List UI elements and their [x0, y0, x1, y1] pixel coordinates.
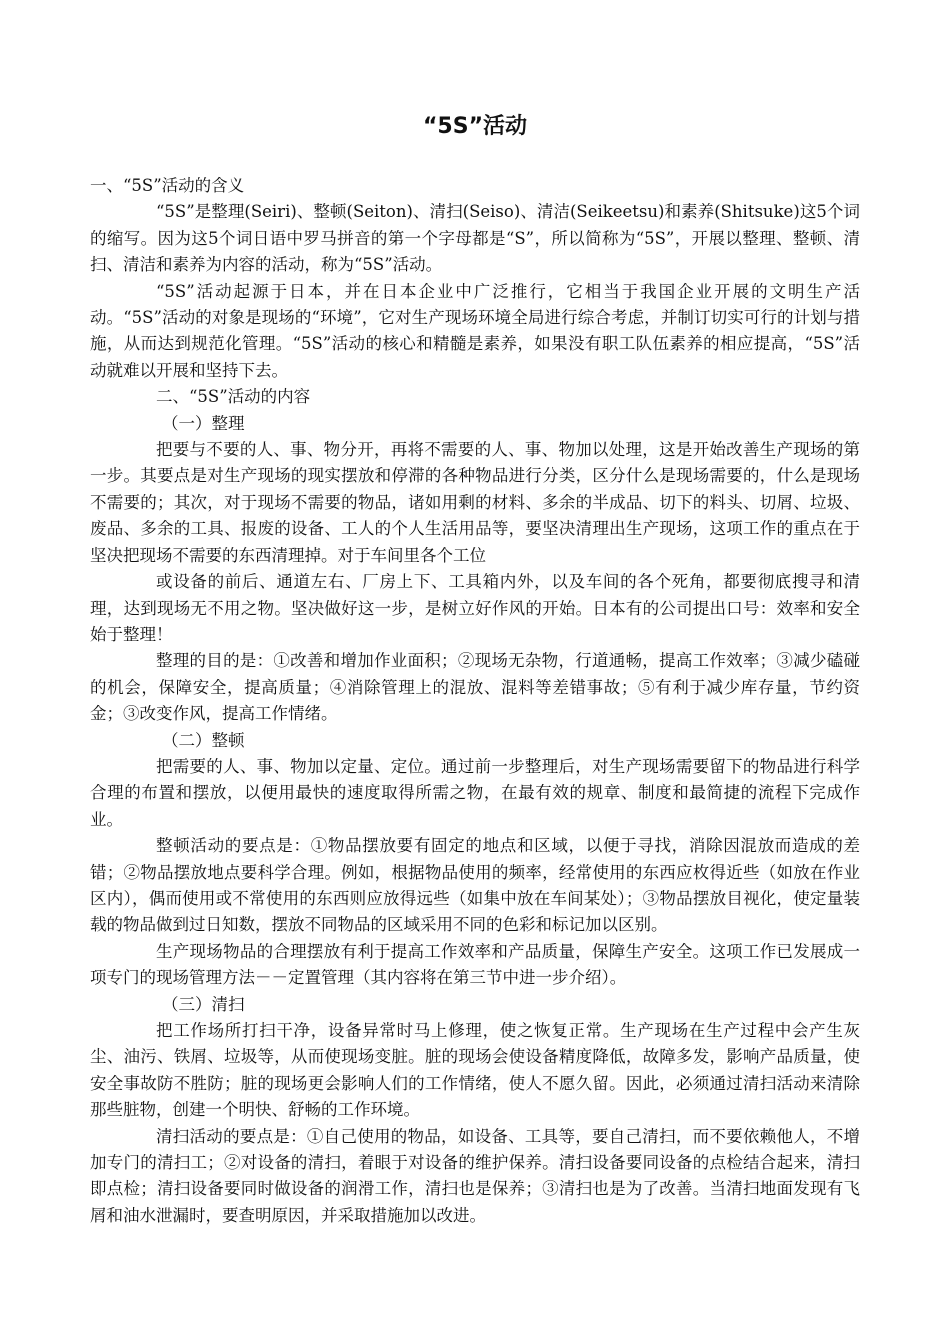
- page-title: “5S”活动: [422, 114, 528, 139]
- body-paragraph: 把要与不要的人、事、物分开，再将不需要的人、事、物加以处理，这是开始改善生产现场的第一步。其要点是对生产现场的现实摆放和停滞的各种物品进行分类，区分什么是现场需要的，什么是现场不需要的；其次，对于现场不需要的物品，诸如用剩的材料、多余的半成品、切下的料头、切屑、垃圾、废品、多余的工具、报废的设备、工人的个人生活用品等，要坚决清理出生产现场，这项工作的重点在于坚决把现场不需要的东西清理掉。对于车间里各个工位: [90, 440, 860, 565]
- body-paragraph: 或设备的前后、通道左右、厂房上下、工具箱内外，以及车间的各个死角，都要彻底搜寻和清理，达到现场无不用之物。坚决做好这一步，是树立好作风的开始。日本有的公司提出口号：效率和安全始于整理！: [90, 572, 860, 644]
- body-paragraph: 把需要的人、事、物加以定量、定位。通过前一步整理后，对生产现场需要留下的物品进行科学合理的布置和摆放，以便用最快的速度取得所需之物，在最有效的规章、制度和最简捷的流程下完成作业。: [90, 756, 860, 829]
- section-heading-1: 一、“5S”活动的含义: [90, 176, 245, 195]
- subsection-heading-seiso: （三）清扫: [162, 994, 245, 1014]
- body-paragraph: 清扫活动的要点是：①自己使用的物品，如设备、工具等，要自己清扫，而不要依赖他人，不增加专门的清扫工；②对设备的清扫，着眼于对设备的维护保养。清扫设备要同设备的点检结合起来，清扫即点检；清扫设备要同时做设备的润滑工作，清扫也是保养；③清扫也是为了改善。当清扫地面发现有飞屑和油水泄漏时，要查明原因，并采取措施加以改进。: [90, 1126, 860, 1225]
- body-paragraph: 生产现场物品的合理摆放有利于提高工作效率和产品质量，保障生产安全。这项工作已发展成一项专门的现场管理方法－－定置管理（其内容将在第三节中进一步介绍）。: [90, 941, 860, 988]
- document-body: [90, 173, 860, 1229]
- body-paragraph: 整顿活动的要点是：①物品摆放要有固定的地点和区域，以便于寻找，消除因混放而造成的差错；②物品摆放地点要科学合理。例如，根据物品使用的频率，经常使用的东西应枚得近些（如放在作业区内），偶而使用或不常使用的东西则应放得远些（如集中放在车间某处）；③物品摆放目视化，使定量装载的物品做到过日知数，摆放不同物品的区域采用不同的色彩和标记加以区别。: [90, 836, 860, 935]
- body-paragraph: 整理的目的是：①改善和增加作业面积；②现场无杂物，行道通畅，提高工作效率；③减少磕碰的机会，保障安全，提高质量；④消除管理上的混放、混料等差错事故；⑤有利于减少库存量，节约资金；③改变作风，提高工作情绪。: [90, 651, 860, 724]
- subsection-heading-seiton: （二）整顿: [162, 730, 245, 750]
- section-heading-2: 二、“5S”活动的内容: [156, 387, 311, 407]
- body-paragraph: “5S”活动起源于日本，并在日本企业中广泛推行，它相当于我国企业开展的文明生产活动。“5S”活动的对象是现场的“环境”，它对生产现场环境全局进行综合考虑，并制订切实可行的计划与措施，从而达到规范化管理。“5S”活动的核心和精髓是素养，如果没有职工队伍素养的相应提高，“5S”活动就难以开展和坚持下去。: [90, 281, 860, 380]
- subsection-heading-seiri: （一）整理: [162, 413, 245, 433]
- body-paragraph: “5S”是整理(Seiri)、整顿(Seiton)、清扫(Seiso)、清洁(Seikeetsu)和素养(Shitsuke)这5个词的缩写。因为这5个词日语中罗马拼音的第一个字母都是“S”，所以简称为“5S”，开展以整理、整顿、清扫、清洁和素养为内容的活动，称为“5S”活动。: [90, 202, 860, 275]
- body-paragraph: 把工作场所打扫干净，设备异常时马上修理，使之恢复正常。生产现场在生产过程中会产生灰尘、油污、铁屑、垃圾等，从而使现场变脏。脏的现场会使设备精度降低，故障多发，影响产品质量，使安全事故防不胜防；脏的现场更会影响人们的工作情绪，使人不愿久留。因此，必须通过清扫活动来清除那些脏物，创建一个明快、舒畅的工作环境。: [90, 1021, 860, 1120]
